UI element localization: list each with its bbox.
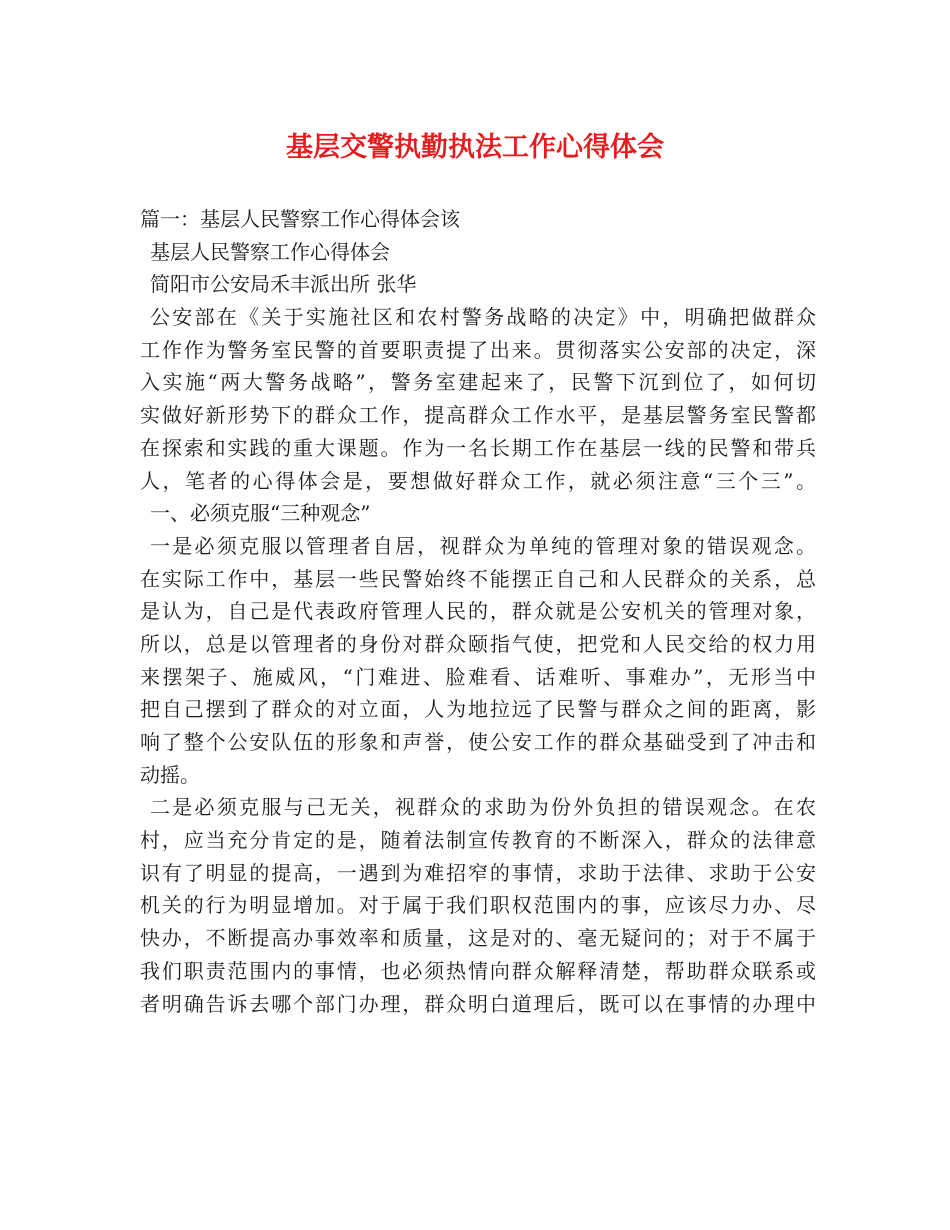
body-line: 基层人民警察工作心得体会 xyxy=(150,239,390,264)
document-title: 基层交警执勤执法工作心得体会 xyxy=(286,132,664,163)
body-line: 是认为，自己是代表政府管理人民的，群众就是公安机关的管理对象， xyxy=(140,599,816,624)
body-line: 工作作为警务室民警的首要职责提了出来。贯彻落实公安部的决定，深 xyxy=(140,337,816,362)
body-line: 二是必须克服与己无关，视群众的求助为份外负担的错误观念。在农 xyxy=(150,795,816,820)
body-line: 快办，不断提高办事效率和质量，这是对的、毫无疑问的；对于不属于 xyxy=(140,926,816,951)
body-line: 一是必须克服以管理者自居，视群众为单纯的管理对象的错误观念。 xyxy=(150,533,816,558)
body-line: 简阳市公安局禾丰派出所 张华 xyxy=(150,272,417,297)
body-line: 识有了明显的提高，一遇到为难招窄的事情，求助于法律、求助于公安 xyxy=(140,860,816,885)
body-line: 把自己摆到了群众的对立面，人为地拉远了民警与群众之间的距离，影 xyxy=(140,697,816,722)
body-line: 动摇。 xyxy=(140,762,200,787)
body-line: 村，应当充分肯定的是，随着法制宣传教育的不断深入，群众的法律意 xyxy=(140,828,816,853)
body-line: 响了整个公安队伍的形象和声誉，使公安工作的群众基础受到了冲击和 xyxy=(140,730,816,754)
body-line: 入实施“两大警务战略”，警务室建起来了，民警下沉到位了，如何切 xyxy=(140,370,816,395)
body-line: 在探索和实践的重大课题。作为一名长期工作在基层一线的民警和带兵 xyxy=(140,435,816,460)
body-line: 所以，总是以管理者的身份对群众颐指气使，把党和人民交给的权力用 xyxy=(140,631,816,656)
body-line: 者明确告诉去哪个部门办理，群众明白道理后，既可以在事情的办理中 xyxy=(140,991,816,1016)
body-line: 来摆架子、施威风，“门难进、脸难看、话难听、事难办”，无形当中 xyxy=(140,664,816,689)
body-line: 实做好新形势下的群众工作，提高群众工作水平，是基层警务室民警都 xyxy=(140,403,816,428)
document-body xyxy=(140,203,816,1020)
body-line: 篇一：基层人民警察工作心得体会该 xyxy=(140,207,460,231)
body-line: 一、必须克服“三种观念” xyxy=(150,501,371,526)
body-line: 在实际工作中，基层一些民警始终不能摆正自己和人民群众的关系，总 xyxy=(140,566,816,591)
body-line: 我们职责范围内的事情，也必须热情向群众解释清楚，帮助群众联系或 xyxy=(140,958,816,983)
body-line: 人，笔者的心得体会是，要想做好群众工作，就必须注意“三个三”。 xyxy=(140,468,816,493)
body-line: 机关的行为明显增加。对于属于我们职权范围内的事，应该尽力办、尽 xyxy=(140,893,816,918)
body-line: 公安部在《关于实施社区和农村警务战略的决定》中，明确把做群众 xyxy=(150,305,816,330)
